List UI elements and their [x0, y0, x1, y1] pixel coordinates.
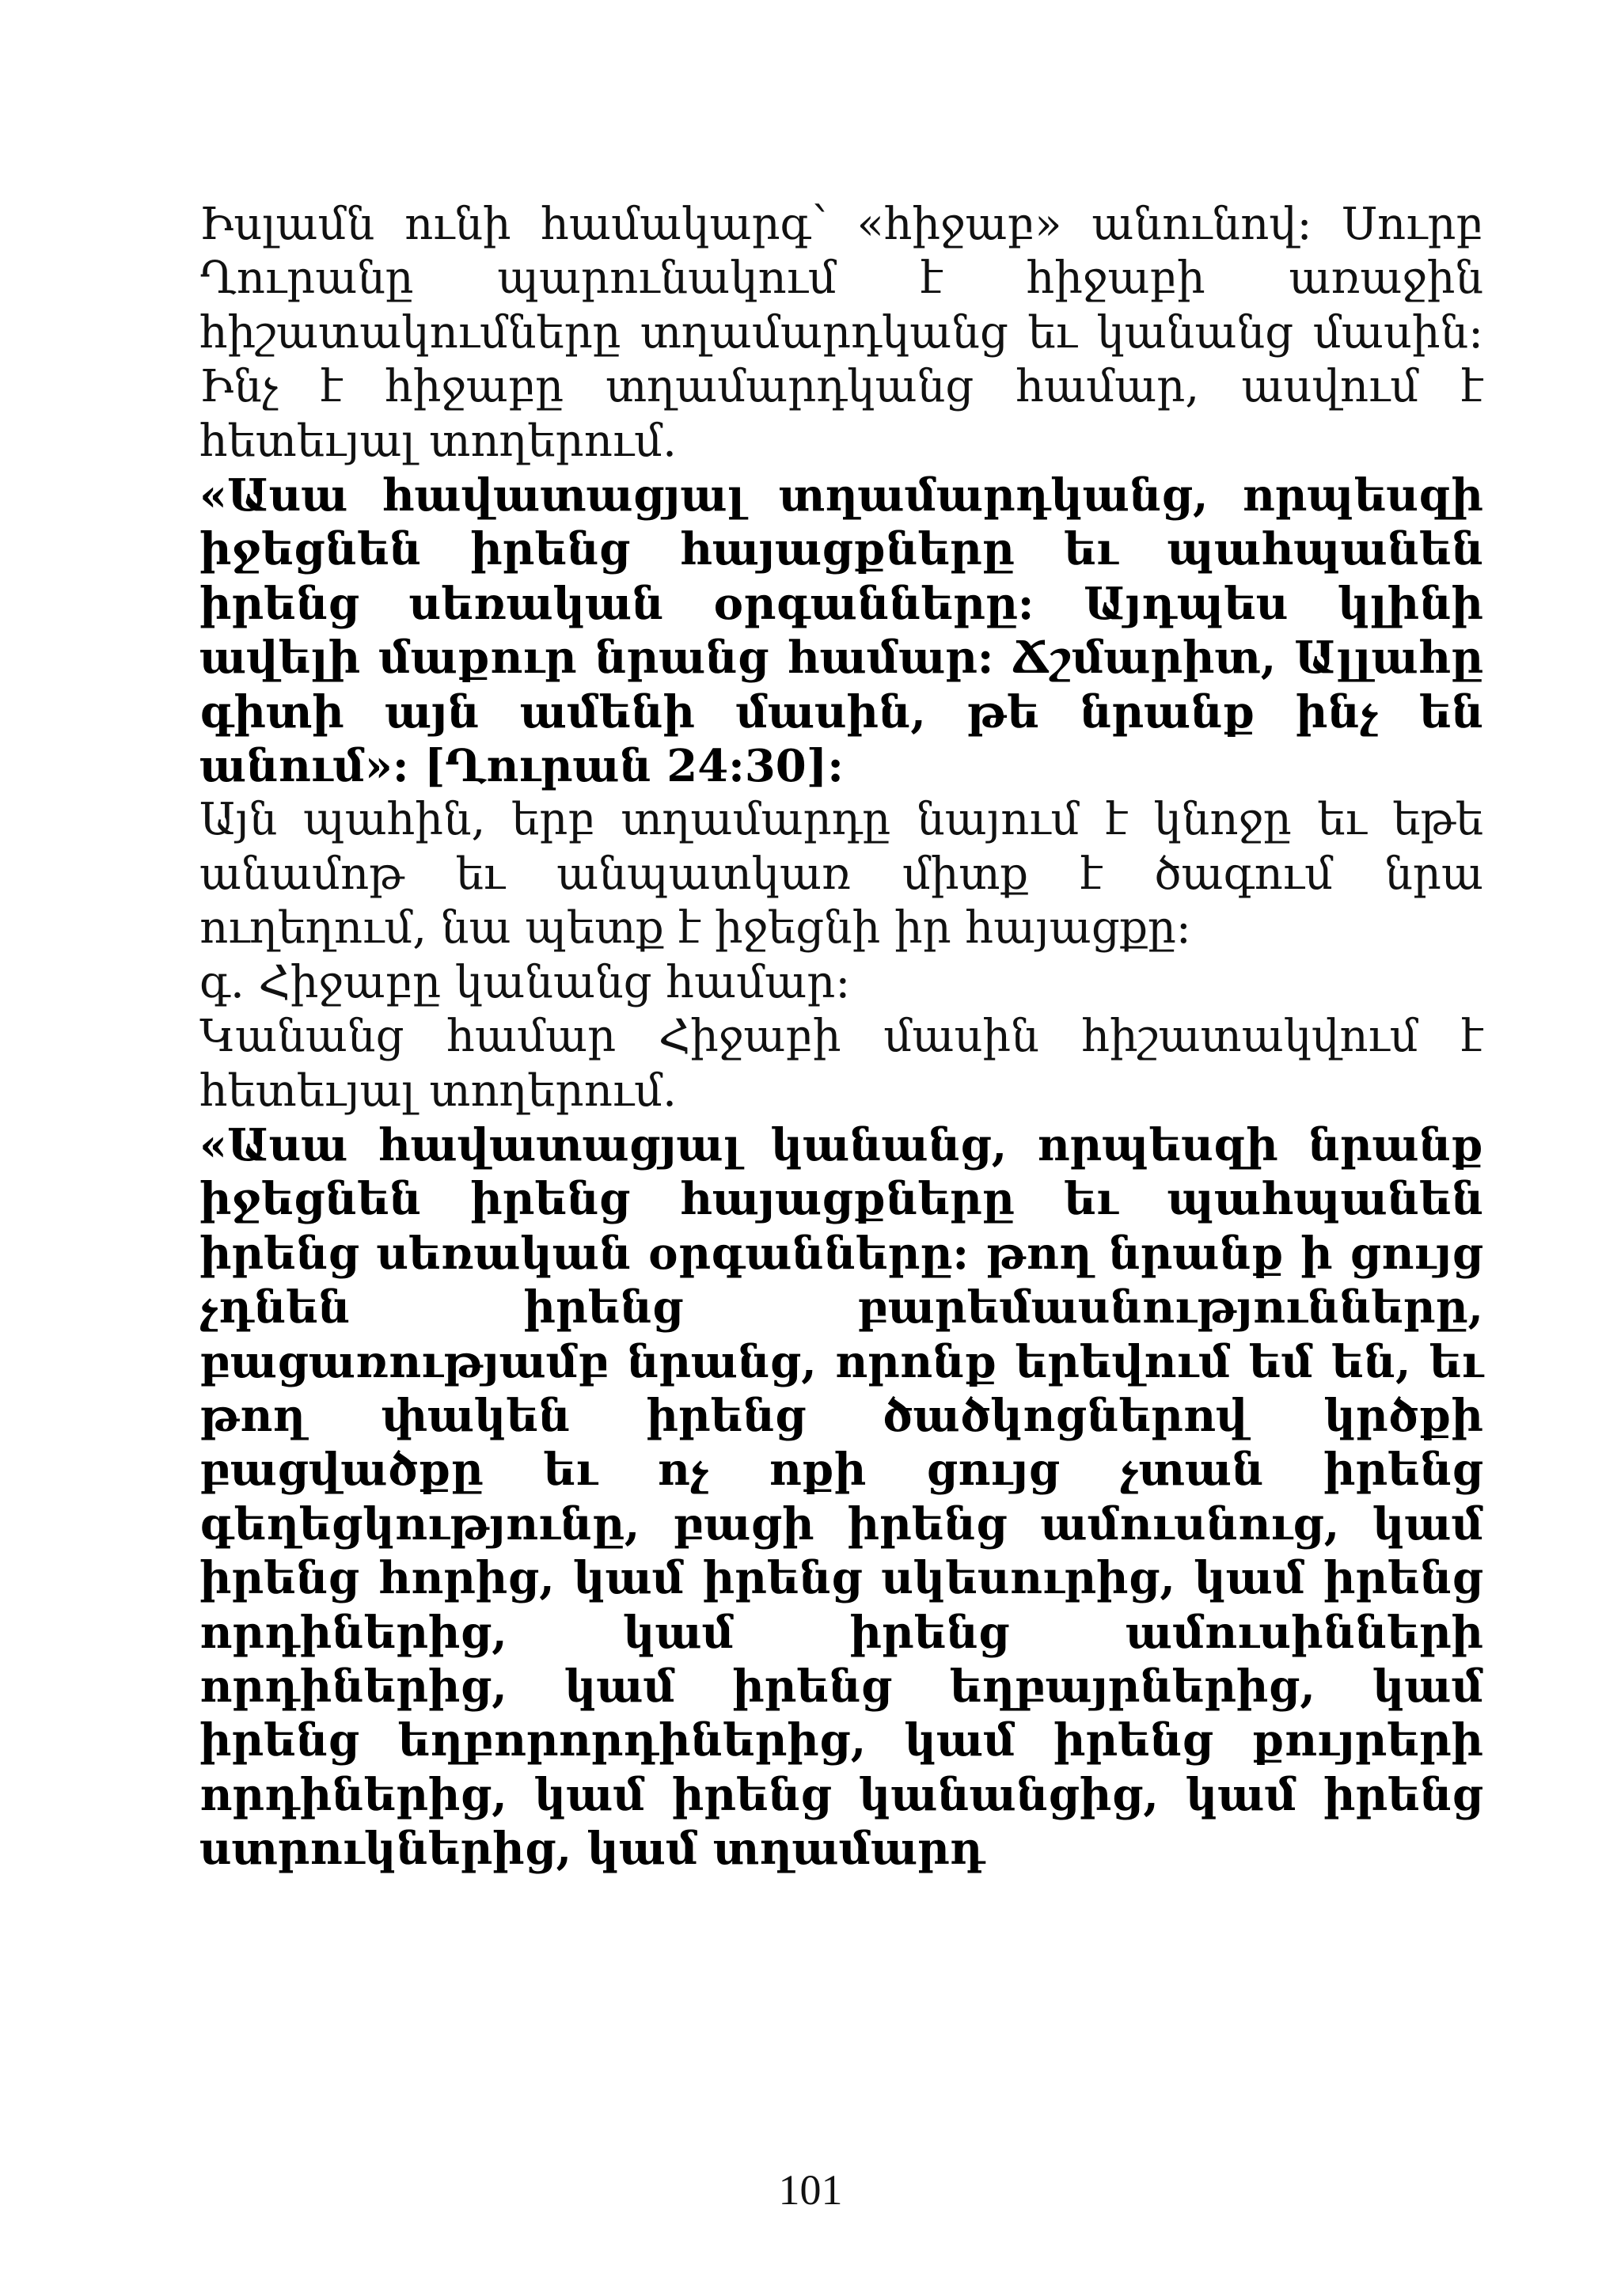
- page-number: 101: [778, 2166, 843, 2214]
- paragraph-hijab-intro: Իսլամն ունի համակարգ՝ «հիջաբ» անունով: Սուրբ Ղուրանը պարունակում է հիջաբի առաջին հիշատակումները տղամարդկանց եւ կանանց մասին: Ինչ է հիջաբը տղամարդկանց համար, ասվում է հետեւյալ տողերում.: [199, 199, 1483, 467]
- paragraph-women-intro: Կանանց համար Հիջաբի մասին հիշատակվում է հետեւյալ տողերում.: [199, 1011, 1483, 1117]
- quote-quran-women: «Ասա հավատացյալ կանանց, որպեսզի նրանք իջեցնեն իրենց հայացքները եւ պահպանեն իրենց սեռական օրգանները: թող նրանք ի ցույց չդնեն իրենց բարեմասնությունները, բացառությամբ նրանց, որոնք երեվում եմ են, եւ թող փակեն իրենց ծածկոցներով կրծքի բացվածքը եւ ոչ ոքի ցույց չտան իրենց գեղեցկությունը, բացի իրենց ամուսնուց, կամ իրենց հորից, կամ իրենց սկեսուրից, կամ իրենց որդիներից, կամ իրենց ամուսինների որդիներից, կամ իրենց եղբայրներից, կամ իրենց եղբորորդիներից, կամ իրենց քույրերի որդիներից, կամ իրենց կանանցից, կամ իրենց ստրուկներից, կամ տղամարդ: [199, 1118, 1483, 1876]
- quote-quran-24-30: «Ասա հավատացյալ տղամարդկանց, որպեսզի իջեցնեն իրենց հայացքները եւ պահպանեն իրենց սեռական օրգանները: Այդպես կլինի ավելի մաքուր նրանց համար: Ճշմարիտ, Ալլահը գիտի այն ամենի մասին, թե նրանք ինչ են անում»: [Ղուրան 24:30]:: [199, 469, 1483, 793]
- body-text: [199, 198, 1483, 1877]
- paragraph-lower-gaze: Այն պահին, երբ տղամարդը նայում է կնոջը եւ եթե անամոթ եւ անպատկառ միտք է ծագում նրա ուղեղում, նա պետք է իջեցնի իր հայացքը:: [199, 794, 1483, 954]
- section-heading-hijab-women: գ. Հիջաբը կանանց համար:: [199, 956, 851, 1008]
